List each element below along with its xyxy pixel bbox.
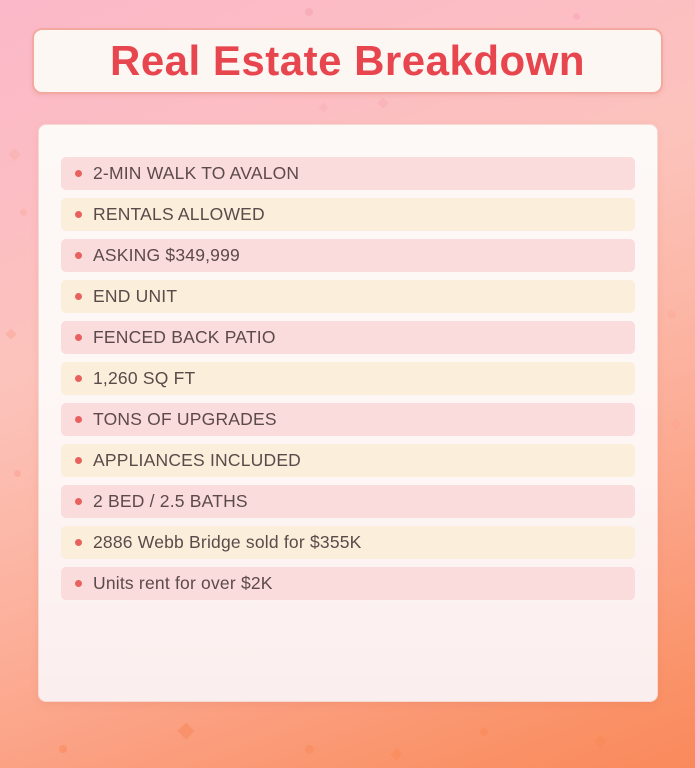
list-item [61, 526, 635, 559]
list-item [61, 321, 635, 354]
bullet-dot-icon [75, 498, 82, 505]
bullet-dot-icon [75, 170, 82, 177]
list-item [61, 362, 635, 395]
confetti-square [319, 103, 329, 113]
confetti-square [377, 97, 388, 108]
bullet-dot-icon [75, 211, 82, 218]
confetti-square [390, 748, 403, 761]
list-item [61, 157, 635, 190]
list-item [61, 198, 635, 231]
confetti-dot [20, 209, 27, 216]
list-item-label: 2886 Webb Bridge sold for $355K [93, 532, 362, 552]
list-item-label: TONS OF UPGRADES [93, 409, 277, 429]
confetti-square [670, 418, 681, 429]
confetti-dot [305, 745, 314, 754]
breakdown-panel [38, 124, 658, 702]
list-item-label: 1,260 SQ FT [93, 368, 196, 388]
confetti-square [594, 735, 607, 748]
list-item-label: Units rent for over $2K [93, 573, 273, 593]
bullet-dot-icon [75, 580, 82, 587]
list-item-label: ASKING $349,999 [93, 245, 240, 265]
confetti-square [5, 328, 16, 339]
list-item-label: 2-MIN WALK TO AVALON [93, 163, 300, 183]
bullet-dot-icon [75, 293, 82, 300]
list-item-label: APPLIANCES INCLUDED [93, 450, 302, 470]
confetti-square [8, 148, 21, 161]
list-item-label: END UNIT [93, 286, 178, 306]
list-item-label: FENCED BACK PATIO [93, 327, 276, 347]
list-item [61, 444, 635, 477]
list-item [61, 485, 635, 518]
list-item [61, 403, 635, 436]
confetti-dot [14, 470, 21, 477]
confetti-square [178, 723, 195, 740]
bullet-dot-icon [75, 334, 82, 341]
confetti-dot [59, 745, 67, 753]
confetti-dot [667, 310, 676, 319]
list-item-label: RENTALS ALLOWED [93, 204, 265, 224]
list-item-label: 2 BED / 2.5 BATHS [93, 491, 248, 511]
confetti-dot [305, 8, 313, 16]
confetti-dot [480, 728, 488, 736]
bullet-dot-icon [75, 375, 82, 382]
list-item [61, 567, 635, 600]
bullet-dot-icon [75, 539, 82, 546]
bullet-list [61, 157, 635, 600]
page-title: Real Estate Breakdown [109, 37, 585, 84]
bullet-dot-icon [75, 457, 82, 464]
list-item [61, 280, 635, 313]
confetti-dot [573, 13, 580, 20]
title-card [32, 28, 663, 94]
list-item [61, 239, 635, 272]
bullet-dot-icon [75, 416, 82, 423]
bullet-dot-icon [75, 252, 82, 259]
